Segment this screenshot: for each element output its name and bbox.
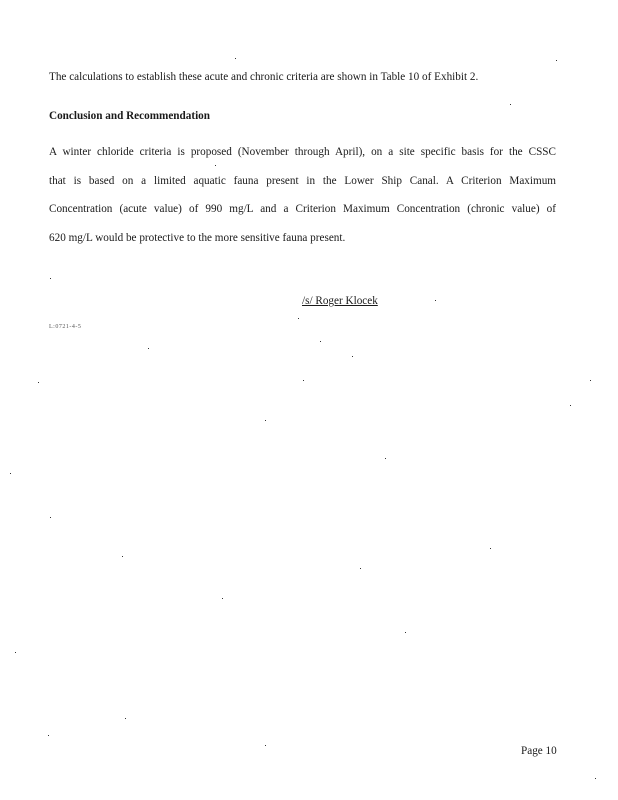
scan-speck (148, 348, 149, 349)
scan-speck (360, 568, 361, 569)
paragraph-line-4: 620 mg/L would be protective to the more sensitive fauna present. (49, 232, 346, 244)
scan-speck (490, 548, 491, 549)
file-reference: L:0721-4-5 (49, 324, 82, 330)
scan-speck (595, 778, 596, 779)
scan-speck (320, 341, 321, 342)
scan-speck (50, 517, 51, 518)
paragraph-line-3: Concentration (acute value) of 990 mg/L and a Criterion Maximum Concentration (chronic value) of (49, 203, 556, 215)
scan-speck (125, 718, 126, 719)
scan-speck (48, 735, 49, 736)
scan-speck (222, 598, 223, 599)
scan-speck (352, 356, 353, 357)
scan-speck (10, 473, 11, 474)
signature: /s/ Roger Klocek (302, 295, 378, 307)
intro-sentence: The calculations to establish these acute and chronic criteria are shown in Table 10 of Exhibit 2. (49, 71, 479, 83)
scan-speck (510, 104, 511, 105)
scan-speck (235, 58, 236, 59)
scan-speck (122, 556, 123, 557)
scan-speck (50, 278, 51, 279)
scan-speck (405, 632, 406, 633)
scan-speck (590, 380, 591, 381)
paragraph-line-1: A winter chloride criteria is proposed (November through April), on a site specific basis for the CSSC (49, 146, 556, 158)
scan-speck (38, 382, 39, 383)
page-number: Page 10 (521, 745, 557, 757)
scan-speck (265, 420, 266, 421)
scan-speck (15, 652, 16, 653)
scan-speck (385, 458, 386, 459)
paragraph-line-2: that is based on a limited aquatic fauna present in the Lower Ship Canal. A Criterion Maximum (49, 175, 556, 187)
scan-speck (303, 380, 304, 381)
scan-speck (570, 405, 571, 406)
scan-speck (215, 165, 216, 166)
scan-speck (435, 300, 436, 301)
scan-speck (265, 745, 266, 746)
scan-speck (556, 60, 557, 61)
section-heading: Conclusion and Recommendation (49, 110, 210, 122)
scan-speck (298, 318, 299, 319)
